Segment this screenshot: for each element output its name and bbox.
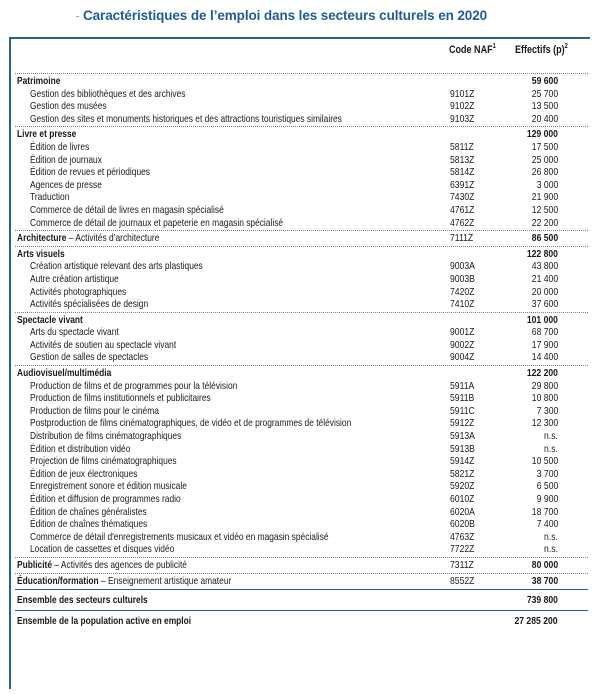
naf-code: 5814Z [450, 166, 475, 179]
effectifs-value: 10 500 [531, 455, 558, 468]
activity-label: Agences de presse [30, 178, 102, 191]
dotted-divider [15, 230, 588, 231]
dotted-divider [15, 557, 588, 558]
naf-code: 9002Z [450, 338, 475, 351]
activity-label: Location de cassettes et disques vidéo [30, 543, 175, 556]
effectifs-value: 10 800 [531, 392, 558, 405]
activity-label: Édition de revues et périodiques [30, 166, 151, 179]
header-effectifs-footnote: 2 [564, 43, 568, 50]
table-row [15, 88, 588, 101]
table-row [15, 430, 588, 443]
naf-code: 9102Z [450, 100, 475, 113]
effectifs-value: 17 900 [531, 338, 558, 351]
section-name: Arts visuels [17, 247, 65, 260]
activity-label: Distribution de films cinématographiques [30, 430, 182, 443]
table-row [15, 392, 588, 405]
section-header-row [15, 248, 588, 261]
table-row [15, 543, 588, 556]
table-row [15, 166, 588, 179]
naf-code: 5911B [450, 392, 475, 405]
effectifs-value: 7 400 [536, 518, 558, 531]
dotted-divider [15, 73, 588, 74]
effectifs-value: 3 700 [536, 467, 558, 480]
table-row [15, 531, 588, 544]
naf-code: 8552Z [450, 574, 475, 587]
naf-code: 9004Z [450, 351, 475, 364]
header-code-footnote: 1 [492, 43, 496, 50]
effectifs-value: 21 900 [531, 191, 558, 204]
section-total: 101 000 [526, 313, 558, 326]
effectifs-value: 26 800 [531, 166, 558, 179]
section-name: Audiovisuel/multimédia [17, 367, 112, 380]
effectifs-value: 25 700 [531, 87, 558, 100]
effectifs-value: 21 400 [531, 272, 558, 285]
table-row [15, 405, 588, 418]
section-total: 122 200 [526, 367, 558, 380]
effectifs-value: 13 500 [531, 100, 558, 113]
activity-label: Autre création artistique [30, 272, 119, 285]
section-header-row [15, 314, 588, 327]
activity-label: Commerce de détail de livres en magasin spécialisé [30, 203, 224, 216]
section-row [15, 559, 588, 572]
table-row [15, 273, 588, 286]
table-row [15, 326, 588, 339]
section-name: Livre et presse [17, 128, 77, 141]
section-header-row [15, 75, 588, 88]
effectifs-value: n.s. [544, 430, 558, 443]
naf-code: 4762Z [450, 216, 475, 229]
naf-code: 9003B [450, 272, 475, 285]
effectifs-value: 20 000 [531, 285, 558, 298]
naf-code: 7430Z [450, 191, 475, 204]
dotted-divider [15, 365, 588, 366]
table-row [15, 113, 588, 126]
section-name: Patrimoine [17, 75, 61, 87]
section-total: 38 700 [531, 574, 558, 587]
header-code-naf [449, 44, 496, 56]
activity-label: Production de films institutionnels et publicitaires [30, 392, 211, 405]
naf-code: 9001Z [450, 326, 475, 339]
naf-code: 5821Z [450, 467, 475, 480]
activity-label: Gestion des bibliothèques et des archives [30, 87, 186, 100]
activity-label: Activités photographiques [30, 285, 127, 298]
effectifs-value: 68 700 [531, 326, 558, 339]
activity-label: Édition et distribution vidéo [30, 442, 131, 455]
dotted-divider [15, 246, 588, 247]
total-value: 27 285 200 [514, 615, 558, 628]
naf-code: 6020A [450, 505, 475, 518]
naf-code: 9101Z [450, 87, 475, 100]
naf-code: 5913A [450, 430, 475, 443]
section-description: – Activités des agences de publicité [52, 558, 187, 571]
table-row [15, 191, 588, 204]
naf-code: 7311Z [450, 558, 474, 571]
effectifs-value: 17 500 [531, 140, 558, 153]
title-marker [76, 16, 79, 17]
effectifs-value: 9 900 [536, 493, 558, 505]
table-row [15, 443, 588, 456]
naf-code: 6010Z [450, 493, 475, 505]
effectifs-value: 12 300 [531, 417, 558, 430]
activity-label: Création artistique relevant des arts plastiques [30, 260, 203, 273]
activity-label: Commerce de détail d'enregistrements musicaux et vidéo en magasin spécialisé [30, 530, 329, 543]
activity-label: Projection de films cinématographiques [30, 455, 177, 468]
effectifs-value: 20 400 [531, 112, 558, 125]
table-row [15, 351, 588, 364]
table-row [15, 518, 588, 531]
naf-code: 5911C [450, 404, 475, 417]
activity-label: Gestion de salles de spectacles [30, 351, 149, 364]
total-row [15, 613, 588, 629]
effectifs-value: 3 000 [536, 178, 558, 191]
employment-table [15, 72, 588, 629]
effectifs-value: 14 400 [531, 351, 558, 364]
solid-divider [15, 589, 588, 590]
naf-code: 4763Z [450, 530, 475, 543]
naf-code: 9103Z [450, 112, 475, 125]
naf-code: 6020B [450, 518, 475, 531]
table-row [15, 468, 588, 481]
total-value: 739 800 [526, 594, 558, 607]
section-name: Éducation/formation [17, 574, 99, 587]
effectifs-value: 43 800 [531, 260, 558, 273]
effectifs-value: n.s. [544, 543, 558, 556]
naf-code: 7111Z [450, 232, 474, 245]
effectifs-value: n.s. [544, 442, 558, 455]
table-row [15, 455, 588, 468]
effectifs-value: n.s. [544, 530, 558, 543]
table-row [15, 493, 588, 506]
naf-code: 6391Z [450, 178, 475, 191]
header-effectifs-label: Effectifs (p) [515, 44, 565, 56]
section-total: 59 600 [531, 75, 558, 87]
naf-code: 7420Z [450, 285, 475, 298]
section-name: Spectacle vivant [17, 313, 83, 326]
activity-label: Édition de journaux [30, 153, 102, 166]
activity-label: Édition et diffusion de programmes radio [30, 493, 181, 505]
table-row [15, 380, 588, 393]
activity-label: Traduction [30, 191, 70, 204]
naf-code: 5913B [450, 442, 475, 455]
effectifs-value: 12 500 [531, 203, 558, 216]
total-label: Ensemble de la population active en emploi [17, 615, 192, 628]
section-total: 122 800 [526, 247, 558, 260]
page-title: Caractéristiques de l’emploi dans les secteurs culturels en 2020 [83, 8, 488, 23]
section-description: – Enseignement artistique amateur [98, 574, 232, 587]
section-label [17, 232, 159, 245]
table-row [15, 260, 588, 273]
activity-label: Édition de chaînes généralistes [30, 505, 147, 518]
section-description: – Activités d’architecture [66, 232, 160, 245]
section-total: 129 000 [526, 128, 558, 141]
activity-label: Activités spécialisées de design [30, 298, 149, 311]
activity-label: Édition de chaînes thématiques [30, 518, 148, 531]
activity-label: Gestion des sites et monuments historiques et des attractions touristiques similaires [30, 112, 342, 125]
dotted-divider [15, 312, 588, 313]
section-row [15, 575, 588, 588]
table-row [15, 339, 588, 352]
solid-divider [15, 610, 588, 611]
section-name: Architecture [17, 232, 67, 245]
activity-label: Commerce de détail de journaux et papeterie en magasin spécialisé [30, 216, 284, 229]
table-row [15, 506, 588, 519]
effectifs-value: 7 300 [536, 404, 558, 417]
naf-code: 7410Z [450, 298, 475, 311]
section-header-row [15, 128, 588, 141]
effectifs-value: 18 700 [531, 505, 558, 518]
table-row [15, 179, 588, 192]
activity-label: Gestion des musées [30, 100, 107, 113]
activity-label: Postproduction de films cinématographiques, de vidéo et de programmes de télévision [30, 417, 352, 430]
table-row [15, 417, 588, 430]
naf-code: 5914Z [450, 455, 475, 468]
effectifs-value: 29 800 [531, 379, 558, 392]
naf-code: 5911A [450, 379, 475, 392]
naf-code: 9003A [450, 260, 475, 273]
activity-label: Édition de jeux électroniques [30, 467, 138, 480]
effectifs-value: 37 600 [531, 298, 558, 311]
table-row [15, 204, 588, 217]
section-total: 80 000 [531, 558, 558, 571]
table-row [15, 141, 588, 154]
header-code-label: Code NAF [449, 44, 493, 56]
total-label: Ensemble des secteurs culturels [17, 594, 148, 607]
activity-label: Production de films et de programmes pour la télévision [30, 379, 238, 392]
activity-label: Enregistrement sonore et édition musicale [30, 480, 187, 493]
section-row [15, 232, 588, 245]
naf-code: 5811Z [450, 140, 474, 153]
activity-label: Arts du spectacle vivant [30, 326, 119, 339]
naf-code: 5912Z [450, 417, 475, 430]
section-header-row [15, 367, 588, 380]
activity-label: Production de films pour le cinéma [30, 404, 159, 417]
table-row [15, 480, 588, 493]
dotted-divider [15, 573, 588, 574]
section-name: Publicité [17, 558, 53, 571]
naf-code: 7722Z [450, 543, 475, 556]
effectifs-value: 6 500 [536, 480, 558, 493]
activity-label: Édition de livres [30, 140, 90, 153]
naf-code: 5920Z [450, 480, 475, 493]
section-label [17, 559, 187, 572]
total-row [15, 592, 588, 608]
effectifs-value: 22 200 [531, 216, 558, 229]
table-row [15, 154, 588, 167]
table-row [15, 286, 588, 299]
table-row [15, 298, 588, 311]
section-label [17, 575, 231, 588]
section-total: 86 500 [531, 232, 558, 245]
header-effectifs [515, 44, 568, 56]
dotted-divider [15, 126, 588, 127]
effectifs-value: 25 000 [531, 153, 558, 166]
table-row [15, 217, 588, 230]
naf-code: 5813Z [450, 153, 475, 166]
table-row [15, 100, 588, 113]
naf-code: 4761Z [450, 203, 475, 216]
activity-label: Activités de soutien au spectacle vivant [30, 338, 177, 351]
